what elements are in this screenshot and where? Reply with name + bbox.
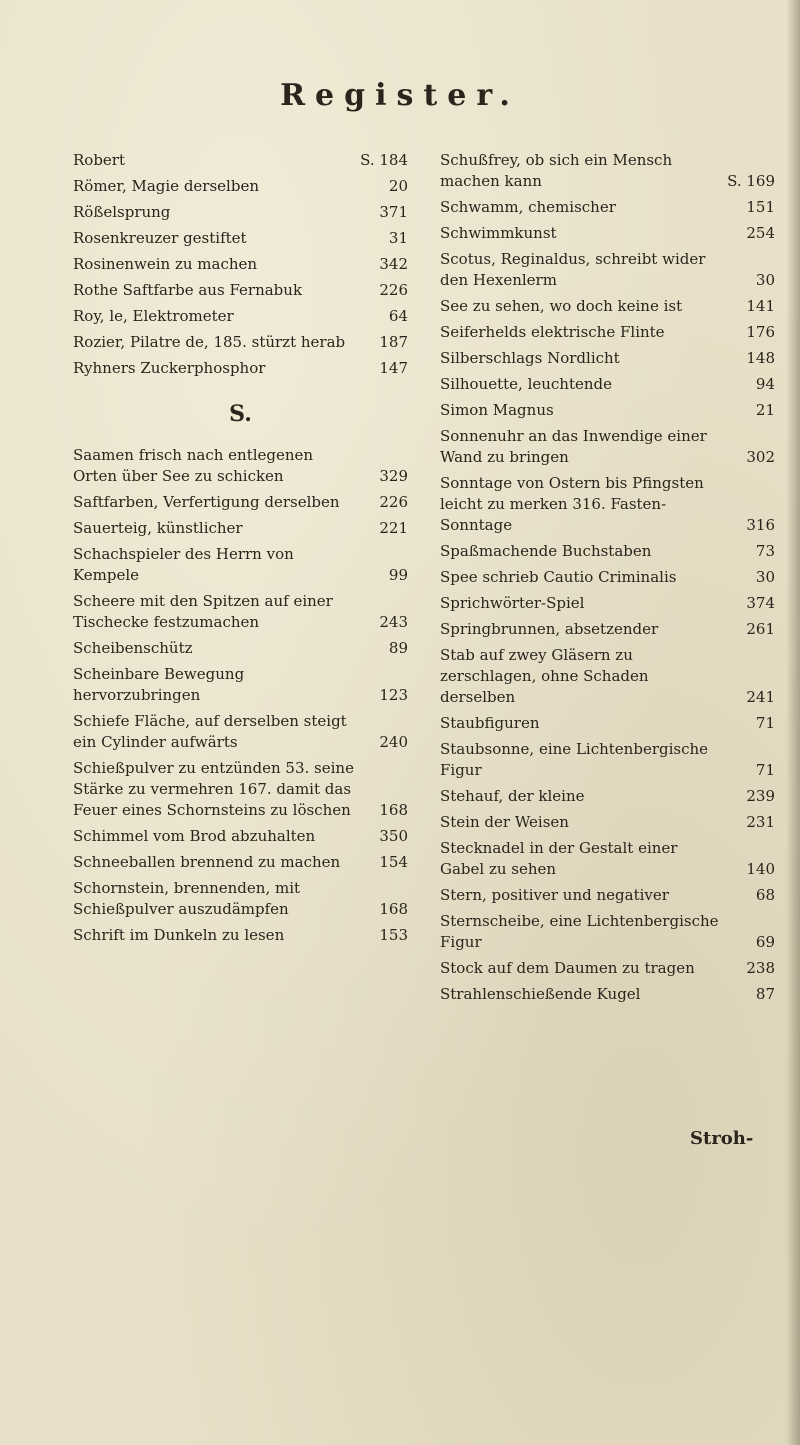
entry-text: Stab auf zwey Gläsern zu zerschlagen, ohne Schaden derselben xyxy=(440,646,649,706)
entry-text: Sprichwörter-Spiel xyxy=(440,594,585,612)
index-entry xyxy=(440,249,775,291)
entry-text: Schimmel vom Brod abzuhalten xyxy=(73,827,316,845)
index-entry xyxy=(73,492,408,513)
index-entry xyxy=(73,358,408,379)
index-entry xyxy=(73,925,408,946)
index-entry xyxy=(73,758,408,821)
left-entries-s xyxy=(73,445,408,946)
entry-text: Schwimmkunst xyxy=(440,224,557,242)
entry-page-number: 176 xyxy=(746,323,775,341)
index-entry xyxy=(73,254,408,275)
index-entry xyxy=(73,176,408,197)
index-entry xyxy=(73,852,408,873)
entry-text: Sonntage von Ostern bis Pfingsten leicht zu merken 316. Fasten- Sonntage xyxy=(440,474,704,534)
index-entry xyxy=(440,786,775,807)
entry-page-number: 64 xyxy=(388,307,408,325)
entry-page-number: 21 xyxy=(755,401,775,419)
entry-text: Stern, positiver und negativer xyxy=(440,886,669,904)
entry-text: Schußfrey, ob sich ein Mensch machen kann xyxy=(440,151,673,190)
index-entry xyxy=(73,280,408,301)
entry-text: Simon Magnus xyxy=(440,401,554,419)
index-entry xyxy=(440,984,775,1005)
entry-page-number: 168 xyxy=(379,801,408,819)
entry-page-number: 302 xyxy=(746,448,775,466)
entry-page-number: 99 xyxy=(388,566,408,584)
index-entry xyxy=(73,711,408,753)
entry-text: Strahlenschießende Kugel xyxy=(440,985,641,1003)
entry-page-number: 243 xyxy=(379,613,408,631)
index-entry xyxy=(440,885,775,906)
entry-page-number: 187 xyxy=(379,333,408,351)
entry-text: Silberschlags Nordlicht xyxy=(440,349,620,367)
index-entry xyxy=(440,400,775,421)
entry-text: Schießpulver zu entzünden 53. seine Stärke zu vermehren 167. damit das Feuer eines Schornsteins zu löschen xyxy=(73,759,354,819)
entry-text: Springbrunnen, absetzender xyxy=(440,620,659,638)
index-entry xyxy=(73,445,408,487)
entry-text: Spee schrieb Cautio Criminalis xyxy=(440,568,677,586)
entry-text: Saftfarben, Verfertigung derselben xyxy=(73,493,340,511)
entry-page-number: 371 xyxy=(379,203,408,221)
index-entry xyxy=(440,838,775,880)
entry-text: See zu sehen, wo doch keine ist xyxy=(440,297,683,315)
entry-page-number: 231 xyxy=(746,813,775,831)
entry-text: Rothe Saftfarbe aus Fernabuk xyxy=(73,281,303,299)
entry-page-number: S. 184 xyxy=(360,151,408,169)
index-entry xyxy=(440,645,775,708)
entry-text: Schiefe Fläche, auf derselben steigt ein Cylinder aufwärts xyxy=(73,712,347,751)
index-entry xyxy=(440,473,775,536)
index-entry xyxy=(440,150,775,192)
entry-page-number: 71 xyxy=(755,714,775,732)
index-entry xyxy=(440,223,775,244)
index-entry xyxy=(440,739,775,781)
entry-page-number: 87 xyxy=(755,985,775,1003)
entry-text: Schachspieler des Herrn von Kempele xyxy=(73,545,294,584)
entry-page-number: 31 xyxy=(388,229,408,247)
entry-page-number: 94 xyxy=(755,375,775,393)
index-entry xyxy=(440,713,775,734)
index-entry xyxy=(73,332,408,353)
entry-page-number: 316 xyxy=(746,516,775,534)
entry-page-number: 30 xyxy=(755,271,775,289)
entry-page-number: 350 xyxy=(379,827,408,845)
page-edge-shadow xyxy=(786,0,800,1445)
entry-page-number: 20 xyxy=(388,177,408,195)
entry-text: Staubfiguren xyxy=(440,714,540,732)
entry-text: Scotus, Reginaldus, schreibt wider den Hexenlerm xyxy=(440,250,706,289)
entry-text: Staubsonne, eine Lichtenbergische Figur xyxy=(440,740,709,779)
left-column xyxy=(73,150,408,951)
entry-page-number: 261 xyxy=(746,620,775,638)
entry-page-number: 89 xyxy=(388,639,408,657)
entry-text: Römer, Magie derselben xyxy=(73,177,259,195)
entry-text: Schneeballen brennend zu machen xyxy=(73,853,341,871)
entry-text: Scheere mit den Spitzen auf einer Tischecke festzumachen xyxy=(73,592,333,631)
index-entry xyxy=(73,826,408,847)
index-entry xyxy=(440,426,775,468)
index-entry xyxy=(73,591,408,633)
index-entry xyxy=(73,150,408,171)
entry-page-number: 73 xyxy=(755,542,775,560)
entry-page-number: 140 xyxy=(746,860,775,878)
index-entry xyxy=(440,911,775,953)
right-column xyxy=(440,150,775,1010)
entry-text: Stehauf, der kleine xyxy=(440,787,585,805)
entry-text: Rößelsprung xyxy=(73,203,171,221)
entry-page-number: S. 169 xyxy=(727,172,775,190)
entry-page-number: 254 xyxy=(746,224,775,242)
entry-text: Robert xyxy=(73,151,126,169)
entry-text: Stein der Weisen xyxy=(440,813,569,831)
entry-page-number: 141 xyxy=(746,297,775,315)
right-entries xyxy=(440,150,775,1005)
entry-text: Stock auf dem Daumen zu tragen xyxy=(440,959,695,977)
index-entry xyxy=(440,958,775,979)
entry-text: Roy, le, Elektrometer xyxy=(73,307,234,325)
entry-page-number: 239 xyxy=(746,787,775,805)
index-entry xyxy=(73,518,408,539)
entry-text: Sternscheibe, eine Lichtenbergische Figur xyxy=(440,912,719,951)
index-entry xyxy=(73,228,408,249)
entry-page-number: 342 xyxy=(379,255,408,273)
entry-text: Saamen frisch nach entlegenen Orten über See zu schicken xyxy=(73,446,314,485)
entry-page-number: 69 xyxy=(755,933,775,951)
index-entry xyxy=(440,348,775,369)
index-entry xyxy=(440,619,775,640)
index-entry xyxy=(440,374,775,395)
entry-text: Schwamm, chemischer xyxy=(440,198,616,216)
entry-page-number: 241 xyxy=(746,688,775,706)
page-title: Register. xyxy=(280,78,520,113)
entry-page-number: 238 xyxy=(746,959,775,977)
entry-page-number: 226 xyxy=(379,281,408,299)
catchword: Stroh- xyxy=(690,1128,754,1149)
index-entry xyxy=(73,544,408,586)
letter-heading: S. xyxy=(229,401,252,427)
entry-page-number: 329 xyxy=(379,467,408,485)
entry-page-number: 71 xyxy=(755,761,775,779)
entry-page-number: 221 xyxy=(379,519,408,537)
entry-page-number: 151 xyxy=(746,198,775,216)
entry-page-number: 240 xyxy=(379,733,408,751)
index-entry xyxy=(440,296,775,317)
entry-page-number: 148 xyxy=(746,349,775,367)
entry-page-number: 374 xyxy=(746,594,775,612)
entry-page-number: 147 xyxy=(379,359,408,377)
left-entries-r xyxy=(73,150,408,379)
entry-text: Scheibenschütz xyxy=(73,639,193,657)
entry-text: Rozier, Pilatre de, 185. stürzt herab xyxy=(73,333,346,351)
entry-page-number: 168 xyxy=(379,900,408,918)
entry-text: Rosinenwein zu machen xyxy=(73,255,258,273)
index-entry xyxy=(73,878,408,920)
entry-page-number: 226 xyxy=(379,493,408,511)
index-entry xyxy=(73,638,408,659)
entry-text: Schrift im Dunkeln zu lesen xyxy=(73,926,285,944)
entry-text: Spaßmachende Buchstaben xyxy=(440,542,652,560)
entry-page-number: 30 xyxy=(755,568,775,586)
entry-page-number: 68 xyxy=(755,886,775,904)
index-entry xyxy=(440,812,775,833)
index-entry xyxy=(440,322,775,343)
index-entry xyxy=(440,197,775,218)
index-entry xyxy=(73,306,408,327)
entry-text: Sauerteig, künstlicher xyxy=(73,519,243,537)
entry-text: Ryhners Zuckerphosphor xyxy=(73,359,266,377)
entry-text: Stecknadel in der Gestalt einer Gabel zu sehen xyxy=(440,839,678,878)
index-entry xyxy=(440,541,775,562)
entry-page-number: 154 xyxy=(379,853,408,871)
entry-text: Scheinbare Bewegung hervorzubringen xyxy=(73,665,245,704)
index-entry xyxy=(73,202,408,223)
entry-text: Silhouette, leuchtende xyxy=(440,375,613,393)
entry-text: Seiferhelds elektrische Flinte xyxy=(440,323,665,341)
entry-text: Sonnenuhr an das Inwendige einer Wand zu bringen xyxy=(440,427,707,466)
entry-page-number: 123 xyxy=(379,686,408,704)
entry-text: Schornstein, brennenden, mit Schießpulver auszudämpfen xyxy=(73,879,301,918)
index-entry xyxy=(440,593,775,614)
index-entry xyxy=(73,664,408,706)
entry-page-number: 153 xyxy=(379,926,408,944)
index-entry xyxy=(440,567,775,588)
entry-text: Rosenkreuzer gestiftet xyxy=(73,229,247,247)
